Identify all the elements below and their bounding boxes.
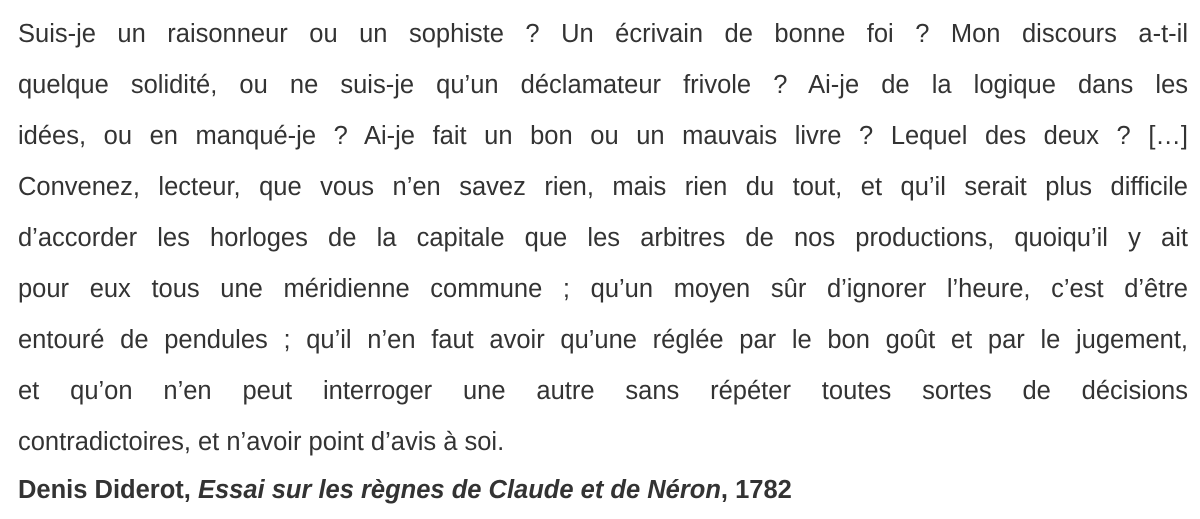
quote-text [18, 9, 1188, 468]
quote-line-4: Convenez, lecteur, que vous n’en savez rien, mais rien du tout, et qu’il serait plus difficile [18, 173, 1188, 201]
citation-year: 1782 [735, 476, 792, 504]
citation-work-title: Essai sur les règnes de Claude et de Néron [197, 476, 721, 504]
quote-line-5: d’accorder les horloges de la capitale que les arbitres de nos productions, quoiqu’il y ait [18, 224, 1188, 252]
citation-separator: , [720, 476, 729, 504]
citation [18, 468, 1188, 512]
quote-line-3: idées, ou en manqué-je ? Ai-je fait un bon ou un mauvais livre ? Lequel des deux ? […] [18, 122, 1188, 150]
quote-line-1: Suis-je un raisonneur ou un sophiste ? Un écrivain de bonne foi ? Mon discours a-t-il [18, 20, 1188, 48]
quote-line-9: contradictoires, et n’avoir point d’avis à soi. [18, 428, 505, 456]
quote-line-8: et qu’on n’en peut interroger une autre sans répéter toutes sortes de décisions [18, 377, 1188, 405]
quote-line-2: quelque solidité, ou ne suis-je qu’un déclamateur frivole ? Ai-je de la logique dans les [18, 71, 1188, 99]
citation-author: Denis Diderot, [18, 476, 191, 504]
quote-line-6: pour eux tous une méridienne commune ; qu’un moyen sûr d’ignorer l’heure, c’est d’être [18, 275, 1188, 303]
quote-document [18, 9, 1188, 512]
quote-line-7: entouré de pendules ; qu’il n’en faut avoir qu’une réglée par le bon goût et par le jugement, [18, 326, 1188, 354]
